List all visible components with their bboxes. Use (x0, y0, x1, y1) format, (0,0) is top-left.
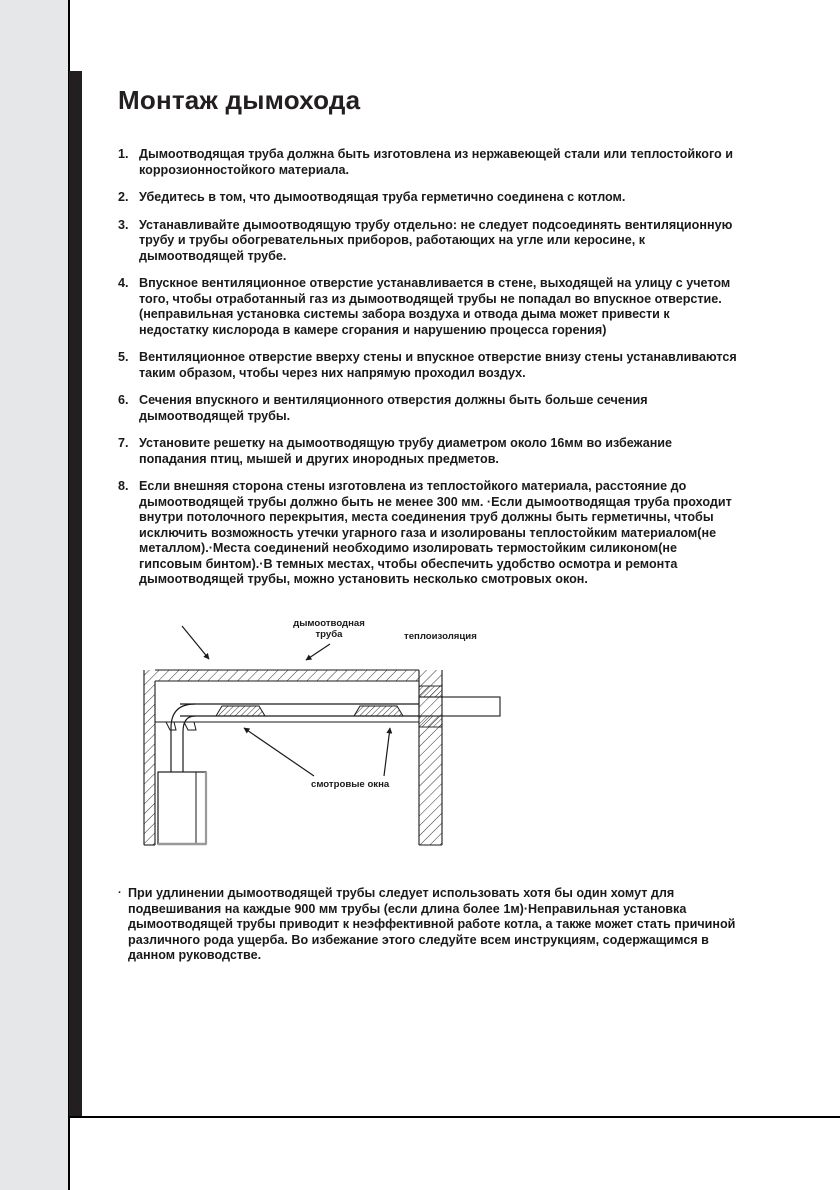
list-item-number: 6. (118, 393, 129, 407)
left-gutter-strip (0, 0, 68, 1190)
note-text: При удлинении дымоотводящей трубы следует использовать хотя бы один хомут для подвешивания на каждые 900 мм трубы (если длина более 1м)·Неправильная установка дымоотводящей трубы приводит к неэффективной работе котла, а также может стать причиной различного рода ущерба. Во избежание этого следуйте всем инструкциям, содержащимся в данном руководстве. (128, 886, 736, 962)
list-item-text: Установите решетку на дымоотводящую трубу диаметром около 16мм во избежание попадания птиц, мышей и других инородных предметов. (139, 436, 673, 466)
page-title: Монтаж дымохода (118, 85, 361, 116)
bottom-note (118, 886, 742, 964)
note-bullet-marker: · (118, 887, 122, 899)
figure-label-insulation: теплоизоляция (404, 631, 477, 642)
list-item (118, 276, 740, 338)
chimney-installation-diagram (118, 612, 740, 862)
instruction-list (118, 147, 740, 600)
list-item-number: 1. (118, 147, 129, 161)
list-item (118, 479, 740, 588)
black-tab-bar (69, 71, 82, 1116)
list-item-text: Убедитесь в том, что дымоотводящая труба герметично соединена с котлом. (139, 190, 626, 204)
list-item (118, 436, 740, 467)
figure-label-flue-pipe-line1: дымоотводная (293, 618, 365, 629)
list-item-text: Впускное вентиляционное отверстие устанавливается в стене, выходящей на улицу с учетом того, чтобы отработанный газ из дымоотводящей трубы не попадал во впускное отверстие.(неправильная установка системы забора воздуха и отвода дыма может привести к недостатку кислорода в камере сгорания и нарушению процесса горения) (139, 276, 731, 337)
list-item (118, 393, 740, 424)
diagram-drawing (118, 612, 740, 862)
list-item-number: 2. (118, 190, 129, 204)
list-item (118, 190, 740, 206)
list-item-text: Дымоотводящая труба должна быть изготовлена из нержавеющей стали или теплостойкого и коррозионностойкого материала. (139, 147, 733, 177)
list-item-number: 5. (118, 350, 129, 364)
figure-label-inspection-windows: смотровые окна (311, 779, 390, 790)
list-item-number: 3. (118, 217, 129, 232)
list-item-text: Сечения впускного и вентиляционного отверстия должны быть больше сечения дымоотводящей трубы. (139, 393, 648, 423)
list-item-text: Если внешняя сторона стены изготовлена из теплостойкого материала, расстояние до дымоотводящей трубы должно быть не менее 300 мм. ·Если дымоотводящая труба проходит внутри потолочного перекрытия, места соединения труб должны быть герметичны, чтобы исключить возможность утечки угарного газа и изолированы теплостойким материалом(не металлом).·Места соединений необходимо изолировать термостойким силиконом(не гипсовым бинтом).·В темных местах, чтобы обеспечить удобство осмотра и ремонта дымоотводящей трубы, можно установить несколько смотровых окон. (139, 479, 732, 586)
list-item-text: Устанавливайте дымоотводящую трубу отдельно: не следует подсоединять вентиляционную трубу и трубы обогревательных приборов, работающих на угле или керосине, к дымоотводящей трубе. (139, 217, 733, 263)
figure-label-flue-pipe-line2: труба (315, 629, 343, 640)
page-bottom-horizontal-rule (69, 1116, 840, 1118)
list-item-number: 4. (118, 276, 129, 290)
list-item-text: Вентиляционное отверстие вверху стены и впускное отверстие внизу стены устанавливаются таким образом, чтобы через них напрямую проходил воздух. (139, 350, 737, 380)
list-item (118, 147, 740, 178)
list-item (118, 218, 740, 265)
list-item (118, 350, 740, 381)
list-item-number: 8. (118, 479, 129, 493)
list-item-number: 7. (118, 436, 129, 450)
